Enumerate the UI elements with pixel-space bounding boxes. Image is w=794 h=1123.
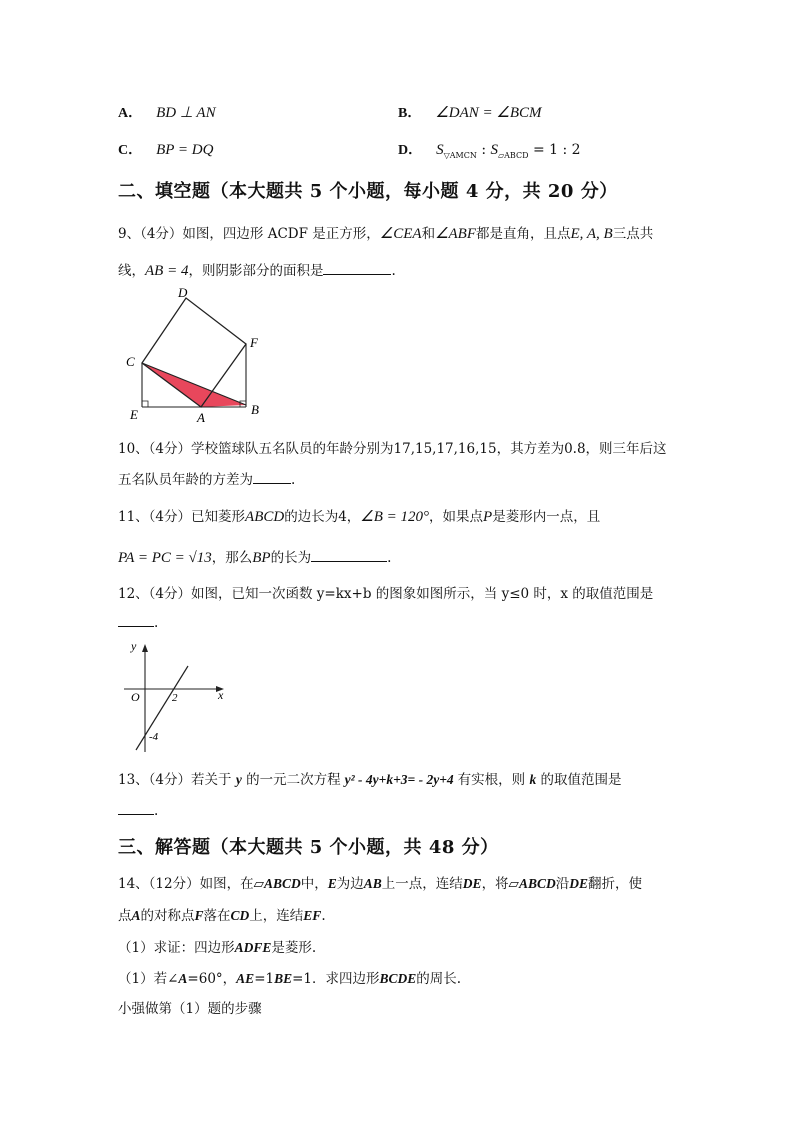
q9-text-c: 三点共 (612, 226, 654, 242)
q14-t12: . (321, 908, 326, 924)
q9-line2 (118, 259, 396, 280)
q14-sub1-a: （1）求证：四边形 (118, 940, 235, 956)
q9-answer-blank[interactable] (323, 260, 391, 275)
q12-y-tick: -4 (149, 731, 159, 743)
q12-line1: 12、（4分）如图，已知一次函数 y=kx+b 的图象如图所示，当 y≤0 时，x 的取值范围是 (118, 586, 654, 602)
q9-label-e: E (130, 407, 138, 422)
q11-line2 (118, 546, 391, 567)
q10-text: 五名队员年龄的方差为 (118, 472, 253, 488)
q9-text-e: ，则阴影部分的面积是 (188, 263, 324, 279)
q14-de2: DE (569, 876, 588, 891)
q14-e: E (327, 876, 337, 891)
q10-end: . (291, 472, 296, 488)
option-d-sub2: ▱ABCD (498, 150, 529, 160)
q11-end: . (387, 550, 392, 566)
q13-text-d: 的取值范围是 (540, 772, 622, 788)
option-d-letter: D． (398, 143, 423, 158)
q14-t5: ，将▱ (481, 876, 519, 892)
q14-abcd: ABCD (264, 876, 301, 891)
option-a-text: BD ⊥ AN (156, 105, 216, 121)
q14-sub1-b: 是菱形. (271, 940, 317, 956)
q13-answer-blank[interactable] (118, 800, 154, 815)
q9-text-b: 都是直角，且点 (476, 226, 571, 242)
q14-de: DE (462, 876, 482, 891)
q14-t2: 中， (300, 876, 328, 892)
option-d-s1: S (436, 142, 444, 158)
option-b (398, 102, 542, 122)
option-b-letter: B． (398, 106, 422, 121)
q11-bp: BP (252, 550, 271, 566)
q9-right-angle-e (142, 401, 148, 407)
q9-label-f: F (250, 335, 258, 350)
q14-t3: 为边 (336, 876, 364, 892)
q11-text-f: 的长为 (270, 550, 312, 566)
q11-line1 (118, 505, 600, 526)
q12-end: . (154, 615, 159, 631)
option-a-letter: A． (118, 106, 143, 121)
q14-line1 (118, 872, 642, 892)
q14-t8: 点 (118, 908, 132, 924)
q11-equation: PA = PC = √13 (118, 550, 212, 566)
q14-line2 (118, 904, 326, 924)
q14-t7: 翻折，使 (587, 876, 642, 892)
q11-text-a: 11、（4分）已知菱形 (118, 509, 246, 525)
q9-label-c: C (126, 354, 135, 369)
q14-t1: 14、（12分）如图，在▱ (118, 876, 264, 892)
q12-x-tick: 2 (172, 692, 178, 704)
q9-angle1: ∠CEA (379, 226, 422, 242)
q9-label-d: D (178, 285, 188, 300)
q10-line1: 10、（4分）学校篮球队五名队员的年龄分别为17,15,17,16,15，其方差为0.8，则三年后这 (118, 441, 667, 457)
q14-sub2-e: 的周长. (416, 971, 462, 987)
q11-answer-blank[interactable] (311, 547, 387, 562)
q11-text-c: ，如果点 (429, 509, 484, 525)
q13-equation: y² - 4y+k+3= - 2y+4 (344, 772, 454, 787)
q9-text-a: 9、（4分）如图，四边形 ACDF 是正方形， (118, 226, 380, 242)
option-c-letter: C． (118, 143, 143, 158)
q10-answer-blank[interactable] (253, 469, 291, 484)
option-c (118, 139, 213, 159)
q12-function-line (136, 666, 188, 750)
q14-sub2-c: =1 (254, 971, 275, 987)
q14-t4: 上一点，连结 (381, 876, 463, 892)
q12-y-label: y (131, 639, 137, 653)
q14-t9: 的对称点 (140, 908, 195, 924)
option-d-colon: : (476, 142, 491, 158)
q14-note: 小强做第（1）题的步骤 (118, 1001, 262, 1017)
option-c-text: BP = DQ (156, 142, 214, 158)
q9-label-a: A (197, 410, 205, 425)
option-d-s2: S (490, 142, 498, 158)
q14-ef: EF (303, 908, 322, 923)
q14-t10: 落在 (203, 908, 231, 924)
option-d-ratio: = 1 : 2 (528, 142, 581, 158)
q13-var-y: y (235, 772, 242, 787)
q11-p: P (483, 509, 493, 525)
q13-var-k: k (529, 772, 537, 787)
section-3-title: 三、解答题（本大题共 5 个小题，共 48 分） (118, 837, 499, 858)
q14-sub1 (118, 936, 316, 956)
q14-sub2-ae: AE (236, 971, 255, 986)
q11-text-b: 的边长为4， (284, 509, 361, 525)
q14-abcd2: ABCD (518, 876, 556, 891)
q14-bcde: BCDE (379, 971, 417, 986)
q12-figure (120, 638, 235, 756)
q9-label-b: B (251, 402, 259, 417)
q9-text-d: 线， (118, 263, 145, 279)
q11-angle: ∠B = 120° (360, 509, 430, 525)
q14-adfe: ADFE (234, 940, 272, 955)
q9-angle2: ∠ABF (435, 226, 476, 242)
q14-sub2-A: A (178, 971, 188, 986)
q14-sub2 (118, 967, 461, 987)
q11-abcd: ABCD (245, 509, 285, 525)
option-d-sub1: ▽AMCN (443, 150, 477, 160)
q11-text-e: ，那么 (211, 550, 253, 566)
q14-sub2-d: =1．求四边形 (292, 971, 380, 987)
q13-text-c: 有实根，则 (457, 772, 526, 788)
q11-text-d: 是菱形内一点，且 (492, 509, 601, 525)
q13-text-a: 13、（4分）若关于 (118, 772, 232, 788)
q9-ab: AB = 4 (145, 263, 189, 279)
q9-line1 (118, 222, 653, 243)
q12-origin: O (131, 690, 140, 704)
q12-y-arrow (142, 644, 148, 652)
option-a (118, 102, 216, 122)
q14-cd: CD (230, 908, 250, 923)
q14-sub2-be: BE (274, 971, 293, 986)
q9-points: E, A, B (570, 226, 613, 242)
q9-and: 和 (421, 226, 436, 242)
q10-line2 (118, 468, 295, 488)
q9-figure (120, 285, 270, 427)
q13-line2 (118, 800, 158, 819)
q14-t6: 沿 (555, 876, 570, 892)
q12-x-label: x (218, 688, 224, 702)
q13-line1 (118, 768, 622, 788)
q13-end: . (154, 803, 159, 819)
q14-ab: AB (363, 876, 382, 891)
option-d (398, 139, 581, 160)
q14-t11: 上，连结 (249, 908, 304, 924)
q14-f: F (194, 908, 204, 923)
q12-line2 (118, 612, 158, 631)
q14-sub2-b: =60°， (187, 971, 237, 987)
section-2-title: 二、填空题（本大题共 5 个小题，每小题 4 分，共 20 分） (118, 181, 618, 202)
q14-sub2-a: （1）若∠ (118, 971, 179, 987)
q12-answer-blank[interactable] (118, 612, 154, 627)
q14-a: A (131, 908, 141, 923)
q9-end: . (391, 263, 396, 279)
option-b-text: ∠DAN = ∠BCM (435, 105, 542, 121)
q13-text-b: 的一元二次方程 (246, 772, 341, 788)
